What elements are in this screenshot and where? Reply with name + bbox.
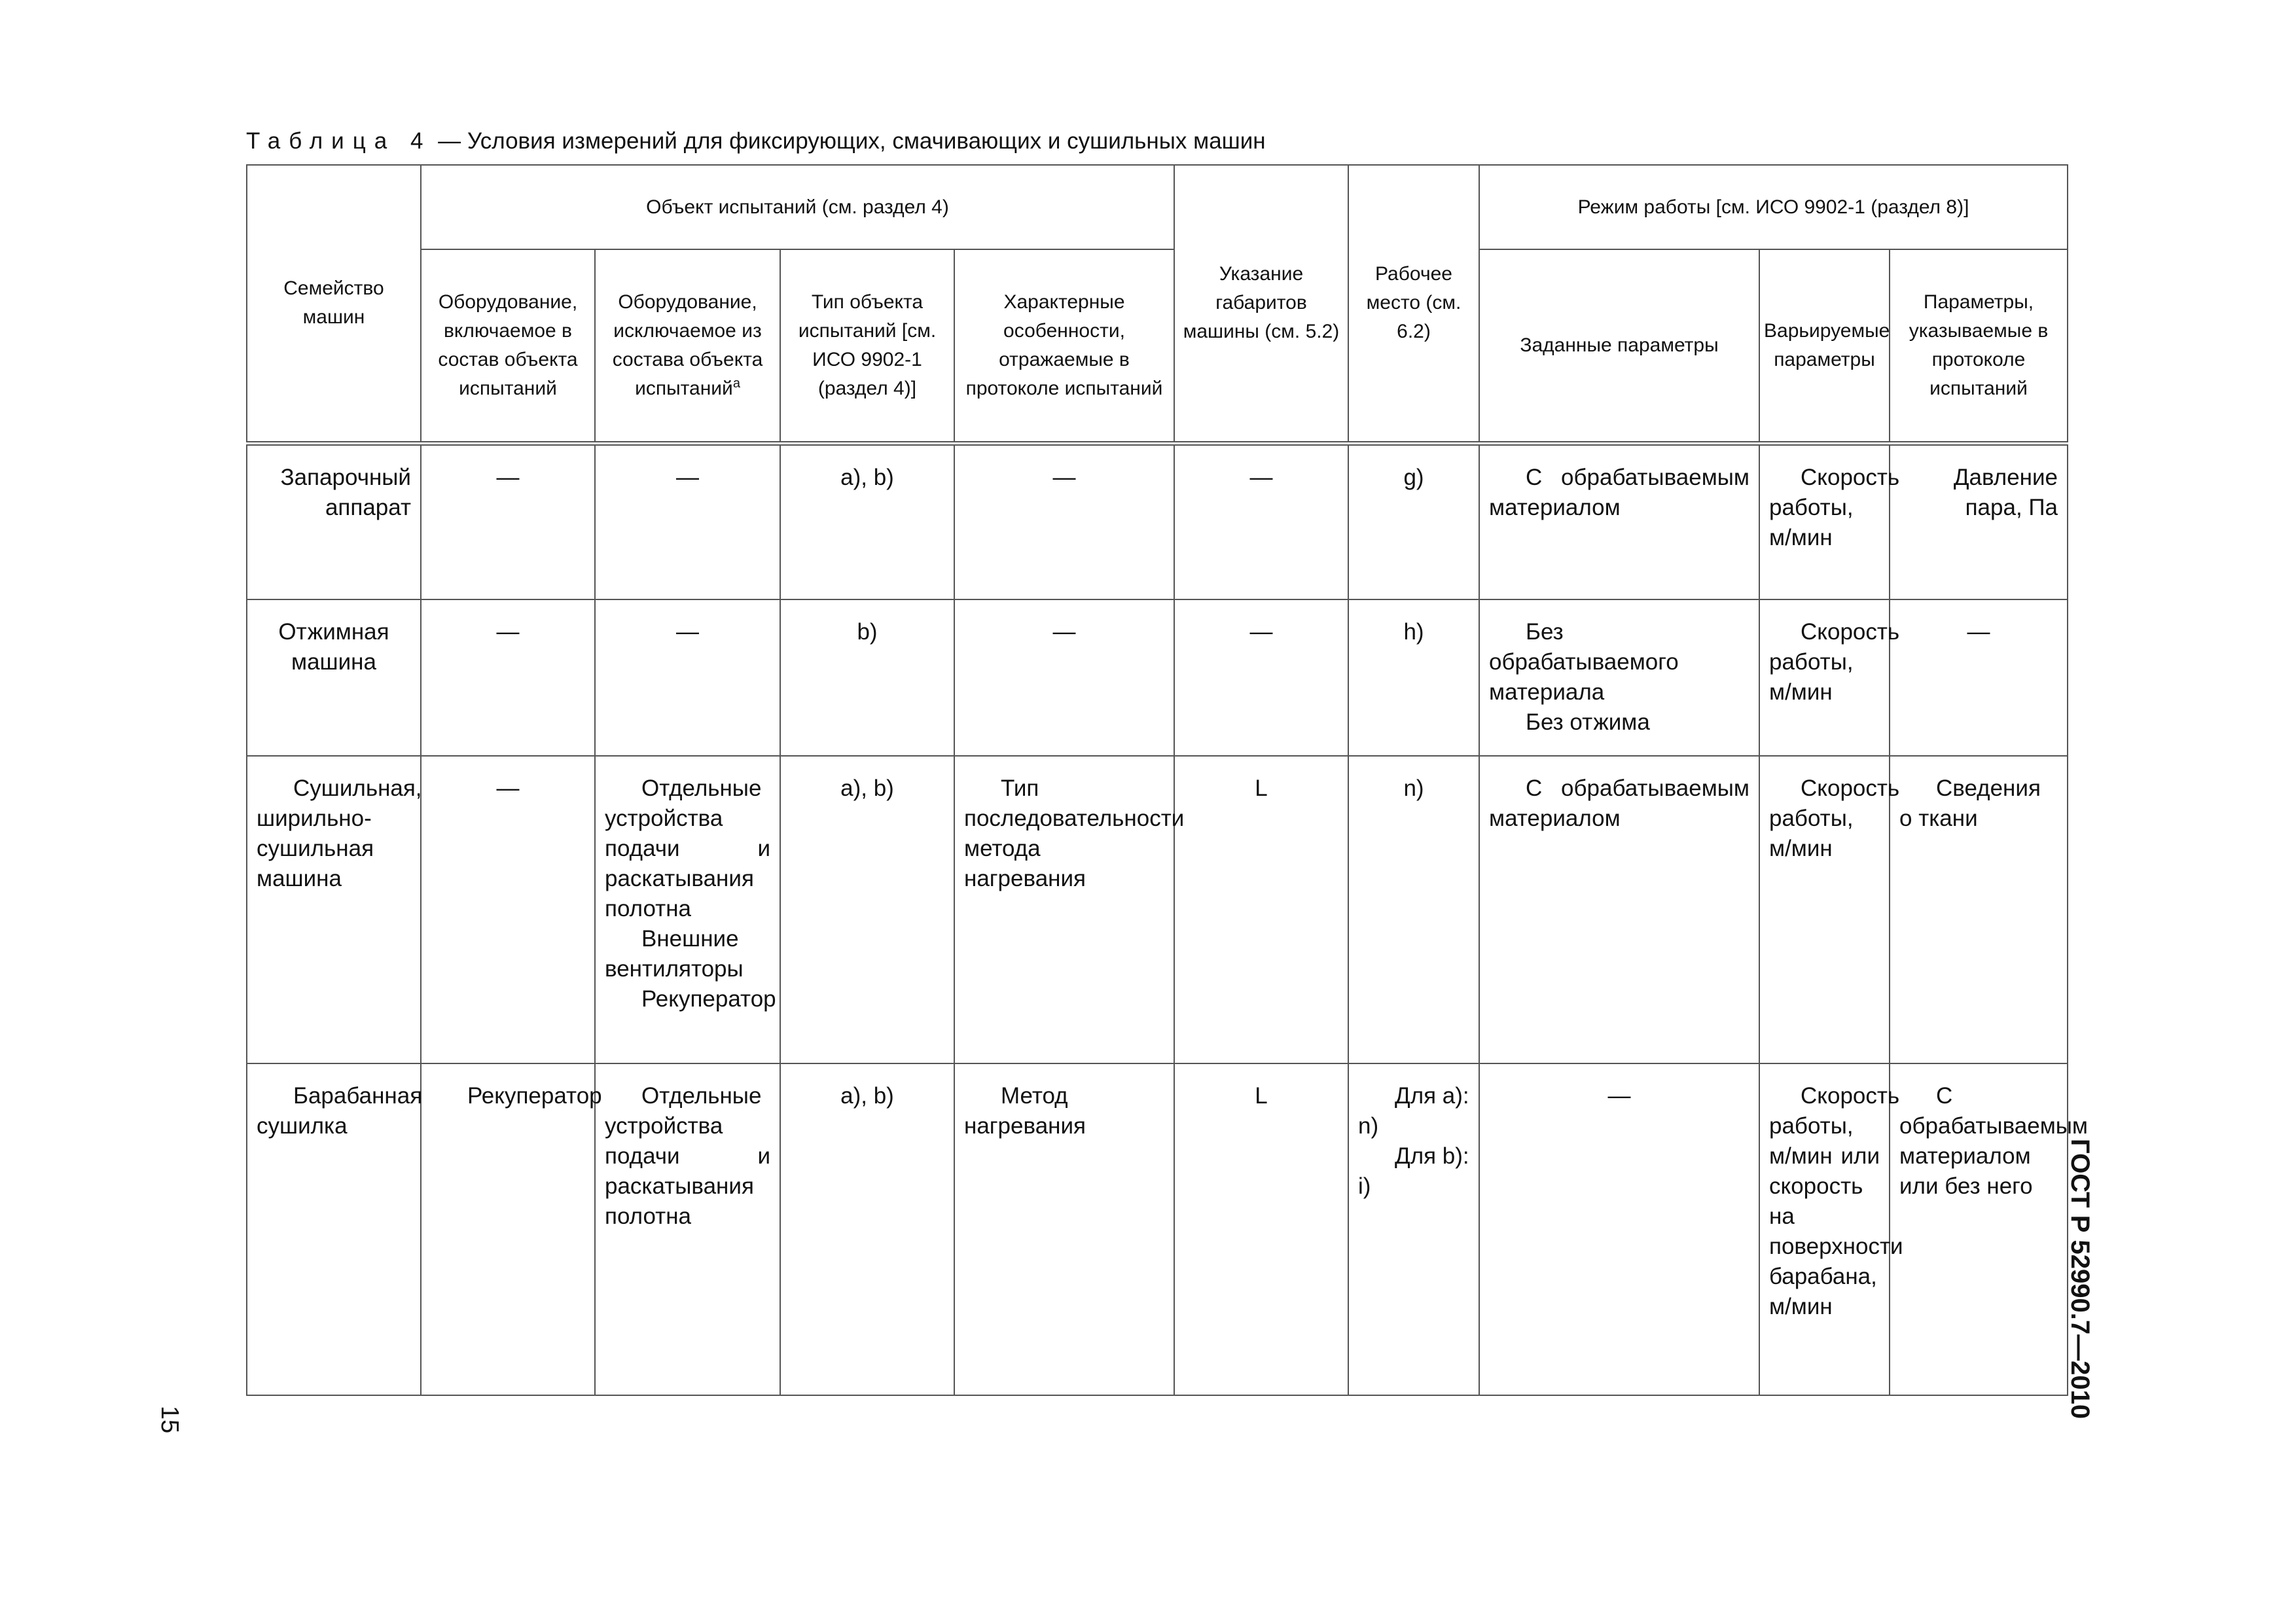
cell-family: Барабанная сушилка xyxy=(247,1063,421,1395)
caption-text: — Условия измерений для фиксирующих, смачивающих и сушильных машин xyxy=(438,128,1266,154)
cell-included: — xyxy=(421,756,595,1063)
cell-included: Рекуператор xyxy=(421,1063,595,1395)
cell-dimensions: — xyxy=(1174,599,1348,756)
cell-type: a), b) xyxy=(780,1063,954,1395)
cell-features: Метод нагревания xyxy=(954,1063,1174,1395)
footnote-marker: а xyxy=(732,376,740,391)
header-report-params: Параметры, указываемые в протоколе испытаний xyxy=(1890,249,2068,443)
cell-dimensions: L xyxy=(1174,1063,1348,1395)
cell-type: a), b) xyxy=(780,443,954,599)
cell-features: — xyxy=(954,443,1174,599)
cell-set-params: — xyxy=(1479,1063,1759,1395)
cell-var-params: Скорость работы, м/мин или скорость на поверхности барабана, м/мин xyxy=(1759,1063,1890,1395)
header-var-params: Варьируемые параметры xyxy=(1759,249,1890,443)
page-number: 15 xyxy=(156,1406,183,1434)
cell-workplace: Для a): n) Для b): i) xyxy=(1348,1063,1479,1395)
cell-excluded: Отдельные устройства подачи и раскатывания полотна xyxy=(595,1063,780,1395)
cell-var-params: Скорость работы, м/мин xyxy=(1759,599,1890,756)
cell-excluded: — xyxy=(595,599,780,756)
cell-report: С обрабатываемым материалом или без него xyxy=(1890,1063,2068,1395)
cell-workplace: n) xyxy=(1348,756,1479,1063)
caption-label: Таблица 4 xyxy=(246,128,432,154)
header-dimensions: Указание габаритов машины (см. 5.2) xyxy=(1174,165,1348,443)
cell-family: Запарочный аппарат xyxy=(247,443,421,599)
table-row xyxy=(247,756,2068,1063)
cell-features: Тип последовательности метода нагревания xyxy=(954,756,1174,1063)
header-equip-included: Оборудование, включаемое в состав объекта испытаний xyxy=(421,249,595,443)
cell-dimensions: L xyxy=(1174,756,1348,1063)
header-workplace: Рабочее место (см. 6.2) xyxy=(1348,165,1479,443)
cell-workplace: h) xyxy=(1348,599,1479,756)
cell-set-params: Без обрабатываемого материала Без отжима xyxy=(1479,599,1759,756)
cell-excluded: — xyxy=(595,443,780,599)
cell-var-params: Скорость работы, м/мин xyxy=(1759,443,1890,599)
cell-report: Сведения о ткани xyxy=(1890,756,2068,1063)
cell-dimensions: — xyxy=(1174,443,1348,599)
document-designation: ГОСТ Р 52990.7—2010 xyxy=(2066,1139,2094,1419)
cell-excluded: Отдельные устройства подачи и раскатывания полотна Внешние вентиляторы Рекуператор xyxy=(595,756,780,1063)
cell-included: — xyxy=(421,599,595,756)
cell-var-params: Скорость работы, м/мин xyxy=(1759,756,1890,1063)
table-row xyxy=(247,599,2068,756)
header-features: Характерные особенности, отражаемые в протоколе испытаний xyxy=(954,249,1174,443)
table-caption xyxy=(246,128,1266,154)
table-row xyxy=(247,1063,2068,1395)
cell-type: b) xyxy=(780,599,954,756)
cell-workplace: g) xyxy=(1348,443,1479,599)
header-object-group: Объект испытаний (см. раздел 4) xyxy=(421,165,1174,249)
table-row xyxy=(247,443,2068,599)
cell-family: Отжимная машина xyxy=(247,599,421,756)
header-mode-group: Режим работы [см. ИСО 9902-1 (раздел 8)] xyxy=(1479,165,2068,249)
cell-family: Сушильная, ширильно-сушильная машина xyxy=(247,756,421,1063)
cell-set-params: С обрабатываемым материалом xyxy=(1479,756,1759,1063)
header-family: Семейство машин xyxy=(247,165,421,443)
cell-report: — xyxy=(1890,599,2068,756)
header-set-params: Заданные параметры xyxy=(1479,249,1759,443)
header-equip-excluded: Оборудование, исключаемое из состава объекта испытаний$^а$ xyxy=(595,249,780,443)
cell-included: — xyxy=(421,443,595,599)
header-object-type: Тип объекта испытаний [см. ИСО 9902-1 (раздел 4)] xyxy=(780,249,954,443)
cell-set-params: С обрабатываемым материалом xyxy=(1479,443,1759,599)
cell-features: — xyxy=(954,599,1174,756)
cell-report: Давление пара, Па xyxy=(1890,443,2068,599)
cell-type: a), b) xyxy=(780,756,954,1063)
